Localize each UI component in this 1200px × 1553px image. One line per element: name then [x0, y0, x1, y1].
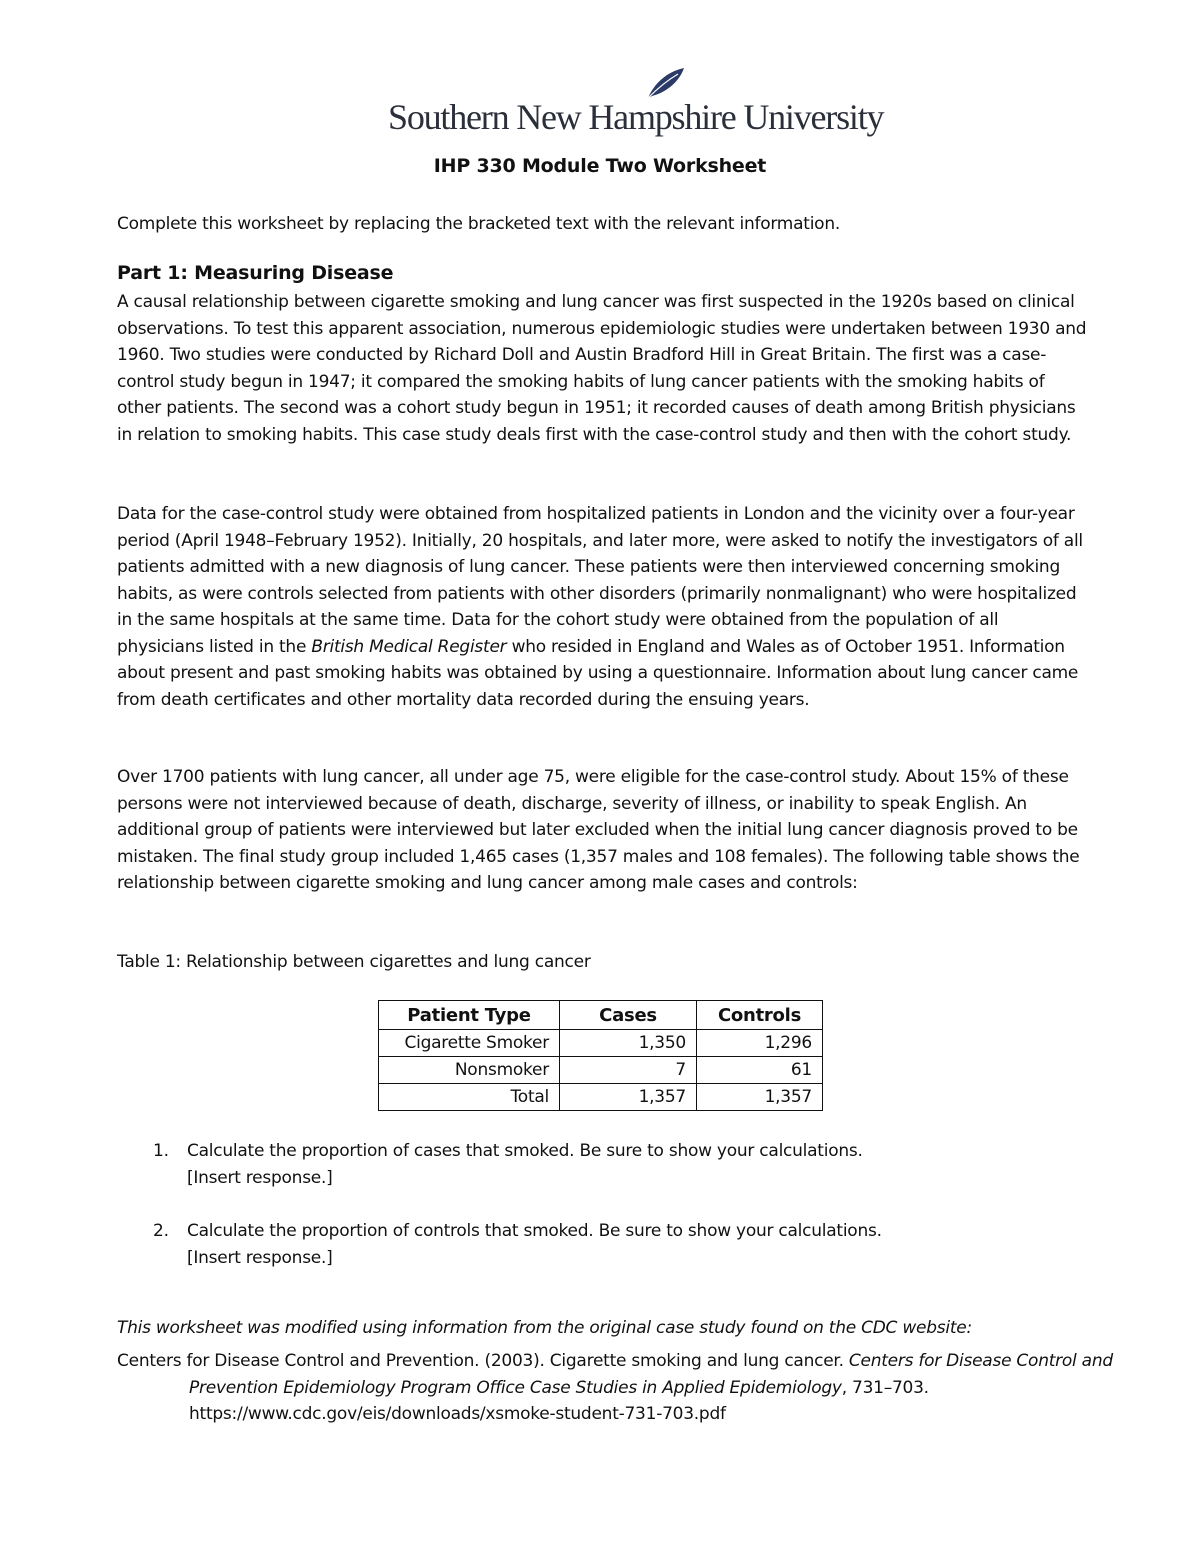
- response-placeholder[interactable]: [Insert response.]: [187, 1167, 333, 1188]
- table-cell: 1,357: [560, 1084, 697, 1111]
- reference-citation: [117, 1348, 1179, 1428]
- table-cell: 1,296: [697, 1030, 823, 1057]
- table-cell: 7: [560, 1057, 697, 1084]
- part1-heading: Part 1: Measuring Disease: [117, 262, 394, 284]
- reference-url[interactable]: https://www.cdc.gov/eis/downloads/xsmoke-student-731-703.pdf: [189, 1404, 726, 1424]
- table-cell: Nonsmoker: [379, 1057, 560, 1084]
- instructions-text: Complete this worksheet by replacing the bracketed text with the relevant information.: [117, 214, 841, 234]
- question-number: 1.: [153, 1141, 169, 1161]
- leaf-icon: [644, 66, 686, 100]
- table-cell: 1,350: [560, 1030, 697, 1057]
- table-cell: 61: [697, 1057, 823, 1084]
- table-row: [379, 1057, 823, 1084]
- page-title: IHP 330 Module Two Worksheet: [433, 155, 767, 177]
- question-text: Calculate the proportion of controls that smoked. Be sure to show your calculations.: [187, 1221, 882, 1241]
- header-patient-type: Patient Type: [379, 1001, 560, 1030]
- table-cell: 1,357: [697, 1084, 823, 1111]
- response-placeholder[interactable]: [Insert response.]: [187, 1247, 333, 1268]
- smoking-data-table: [378, 1000, 823, 1111]
- table-row: [379, 1084, 823, 1111]
- table-cell: Total: [379, 1084, 560, 1111]
- table-row: [379, 1030, 823, 1057]
- reference-pages: , 731–703.: [841, 1377, 929, 1398]
- paragraph-3: [117, 764, 1087, 897]
- question-text: Calculate the proportion of cases that smoked. Be sure to show your calculations.: [187, 1141, 863, 1161]
- reference-authors: Centers for Disease Control and Prevention. (2003). Cigarette smoking and lung cancer.: [117, 1351, 844, 1371]
- logo-text: Southern New Hampshire University: [388, 97, 884, 137]
- register-title: British Medical Register: [311, 636, 507, 657]
- university-logo: [388, 66, 884, 137]
- table-cell: Cigarette Smoker: [379, 1030, 560, 1057]
- paragraph-2: [117, 501, 1087, 713]
- paragraph-1: [117, 289, 1087, 448]
- table-caption: Table 1: Relationship between cigarettes and lung cancer: [117, 952, 591, 972]
- header-controls: Controls: [697, 1001, 823, 1030]
- reference-source: Centers for Disease Control and Prevention Epidemiology Program Office Case Studies in Applied Epidemiology: [189, 1351, 1113, 1398]
- question-number: 2.: [153, 1221, 169, 1241]
- header-cases: Cases: [560, 1001, 697, 1030]
- footer-note: This worksheet was modified using information from the original case study found on the CDC website:: [117, 1318, 972, 1338]
- paragraph-2-part-a: Data for the case-control study were obtained from hospitalized patients in London and the vicinity over a four-year period (April 1948–February 1952). Initially, 20 hospitals, and later more, were asked to notify the investigators of all patients admitted with a new diagnosis of lung cancer. These patients were then interviewed concerning smoking habits, as were controls selected from patients with other disorders (primarily nonmalignant) who were hospitalized in the same hospitals at the same time. Data for the cohort study were obtained from the population of all physicians listed in the: [117, 504, 1083, 657]
- paragraph-2-part-b: who resided in England and Wales as of October 1951. Information about present and past smoking habits was obtained by using a questionnaire. Information about lung cancer came from death certificates and other mortality data recorded during the ensuing years.: [117, 636, 1079, 710]
- paragraph-1-text: A causal relationship between cigarette smoking and lung cancer was first suspected in the 1920s based on clinical observations. To test this apparent association, numerous epidemiologic studies were undertaken between 1930 and 1960. Two studies were conducted by Richard Doll and Austin Bradford Hill in Great Britain. The first was a case-control study begun in 1947; it compared the smoking habits of lung cancer patients with the smoking habits of other patients. The second was a cohort study begun in 1951; it recorded causes of death among British physicians in relation to smoking habits. This case study deals first with the case-control study and then with the cohort study.: [117, 292, 1087, 445]
- paragraph-2-text: [117, 501, 1087, 713]
- paragraph-3-text: Over 1700 patients with lung cancer, all under age 75, were eligible for the case-control study. About 15% of these persons were not interviewed because of death, discharge, severity of illness, or inability to speak English. An additional group of patients were interviewed but later excluded when the initial lung cancer diagnosis proved to be mistaken. The final study group included 1,465 cases (1,357 males and 108 females). The following table shows the relationship between cigarette smoking and lung cancer among male cases and controls:: [117, 767, 1080, 893]
- table-header-row: [379, 1001, 823, 1030]
